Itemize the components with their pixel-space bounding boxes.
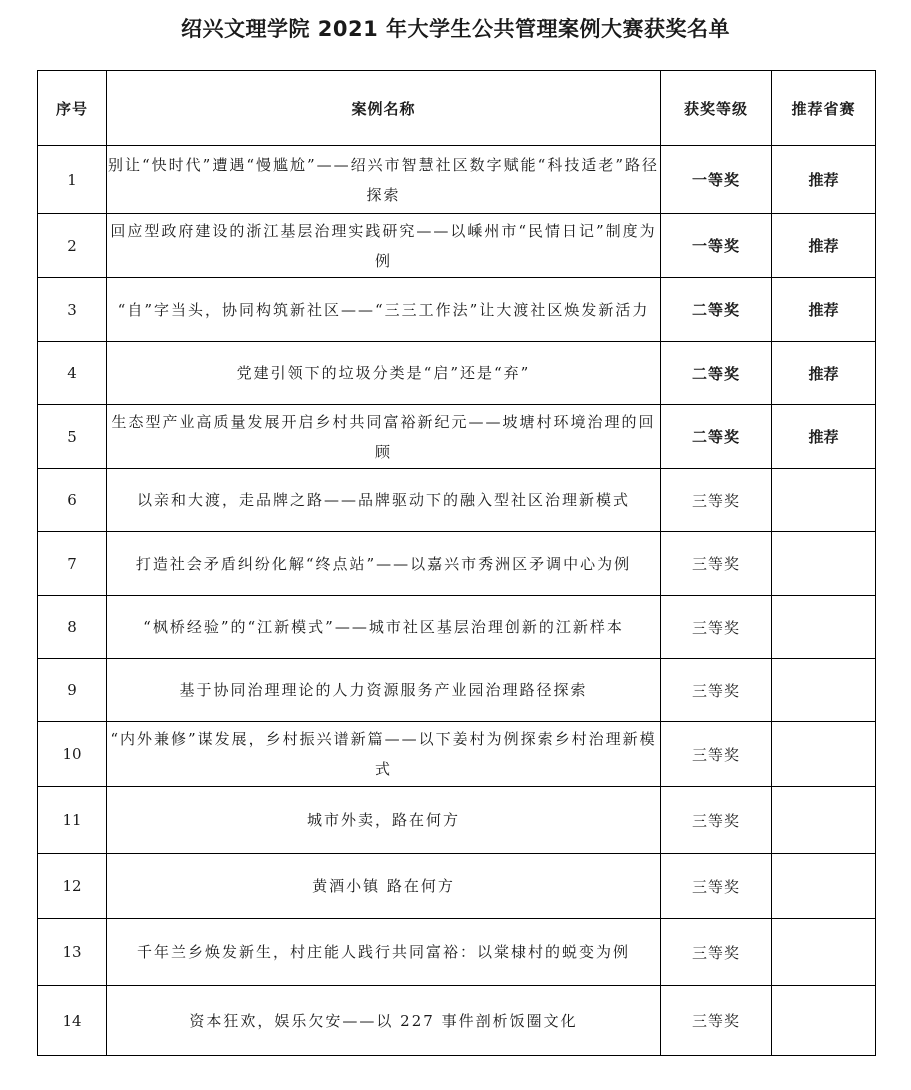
header-recommend: 推荐省赛 <box>772 71 876 146</box>
row-no: 1 <box>38 146 107 214</box>
row-recommend <box>772 986 876 1056</box>
row-case-name: 以亲和大渡，走品牌之路——品牌驱动下的融入型社区治理新模式 <box>107 469 661 532</box>
row-case-name: 资本狂欢，娱乐欠安——以 227 事件剖析饭圈文化 <box>107 986 661 1056</box>
row-no: 4 <box>38 342 107 405</box>
row-case-name: 回应型政府建设的浙江基层治理实践研究——以嵊州市“民情日记”制度为例 <box>107 214 661 278</box>
row-case-name: “自”字当头，协同构筑新社区——“三三工作法”让大渡社区焕发新活力 <box>107 278 661 342</box>
row-recommend <box>772 596 876 659</box>
row-recommend: 推荐 <box>772 342 876 405</box>
row-case-name: 城市外卖，路在何方 <box>107 787 661 854</box>
row-award-grade: 三等奖 <box>661 787 772 854</box>
table-row <box>38 919 876 986</box>
row-case-name: 打造社会矛盾纠纷化解“终点站”——以嘉兴市秀洲区矛调中心为例 <box>107 532 661 596</box>
row-recommend: 推荐 <box>772 405 876 469</box>
row-award-grade: 三等奖 <box>661 469 772 532</box>
row-recommend: 推荐 <box>772 214 876 278</box>
row-case-name: 黄酒小镇 路在何方 <box>107 854 661 919</box>
table-row <box>38 659 876 722</box>
row-case-name: 千年兰乡焕发新生，村庄能人践行共同富裕：以棠棣村的蜕变为例 <box>107 919 661 986</box>
header-case-name: 案例名称 <box>107 71 661 146</box>
row-award-grade: 一等奖 <box>661 146 772 214</box>
row-recommend <box>772 787 876 854</box>
table-row <box>38 986 876 1056</box>
table-row <box>38 722 876 787</box>
table-row <box>38 342 876 405</box>
row-no: 9 <box>38 659 107 722</box>
row-recommend <box>772 659 876 722</box>
row-recommend <box>772 722 876 787</box>
row-case-name: “枫桥经验”的“江新模式”——城市社区基层治理创新的江新样本 <box>107 596 661 659</box>
row-case-name: 基于协同治理理论的人力资源服务产业园治理路径探索 <box>107 659 661 722</box>
page-title: 绍兴文理学院 2021 年大学生公共管理案例大赛获奖名单 <box>180 17 731 41</box>
row-no: 5 <box>38 405 107 469</box>
row-no: 12 <box>38 854 107 919</box>
table-row <box>38 854 876 919</box>
row-award-grade: 三等奖 <box>661 986 772 1056</box>
row-recommend <box>772 854 876 919</box>
row-case-name: 党建引领下的垃圾分类是“启”还是“弃” <box>107 342 661 405</box>
row-award-grade: 三等奖 <box>661 919 772 986</box>
row-award-grade: 三等奖 <box>661 854 772 919</box>
row-award-grade: 二等奖 <box>661 342 772 405</box>
table-row <box>38 596 876 659</box>
row-case-name: 生态型产业高质量发展开启乡村共同富裕新纪元——坡塘村环境治理的回顾 <box>107 405 661 469</box>
table-row <box>38 405 876 469</box>
row-case-name: 别让“快时代”遭遇“慢尴尬”——绍兴市智慧社区数字赋能“科技适老”路径探索 <box>107 146 661 214</box>
row-award-grade: 二等奖 <box>661 278 772 342</box>
row-recommend <box>772 532 876 596</box>
row-no: 14 <box>38 986 107 1056</box>
row-award-grade: 一等奖 <box>661 214 772 278</box>
row-no: 3 <box>38 278 107 342</box>
row-no: 6 <box>38 469 107 532</box>
row-case-name: “内外兼修”谋发展，乡村振兴谱新篇——以下姜村为例探索乡村治理新模式 <box>107 722 661 787</box>
row-award-grade: 三等奖 <box>661 596 772 659</box>
row-recommend: 推荐 <box>772 146 876 214</box>
table-row <box>38 278 876 342</box>
row-award-grade: 三等奖 <box>661 532 772 596</box>
row-recommend <box>772 469 876 532</box>
row-award-grade: 三等奖 <box>661 722 772 787</box>
table-row <box>38 469 876 532</box>
header-no: 序号 <box>38 71 107 146</box>
row-no: 10 <box>38 722 107 787</box>
row-no: 11 <box>38 787 107 854</box>
row-award-grade: 二等奖 <box>661 405 772 469</box>
table-row <box>38 787 876 854</box>
awards-table <box>37 70 876 1056</box>
header-award-grade: 获奖等级 <box>661 71 772 146</box>
table-row <box>38 214 876 278</box>
row-no: 7 <box>38 532 107 596</box>
table-row <box>38 532 876 596</box>
row-no: 13 <box>38 919 107 986</box>
row-recommend <box>772 919 876 986</box>
row-no: 2 <box>38 214 107 278</box>
table-row <box>38 146 876 214</box>
table-header-row <box>38 71 876 146</box>
row-award-grade: 三等奖 <box>661 659 772 722</box>
row-recommend: 推荐 <box>772 278 876 342</box>
row-no: 8 <box>38 596 107 659</box>
